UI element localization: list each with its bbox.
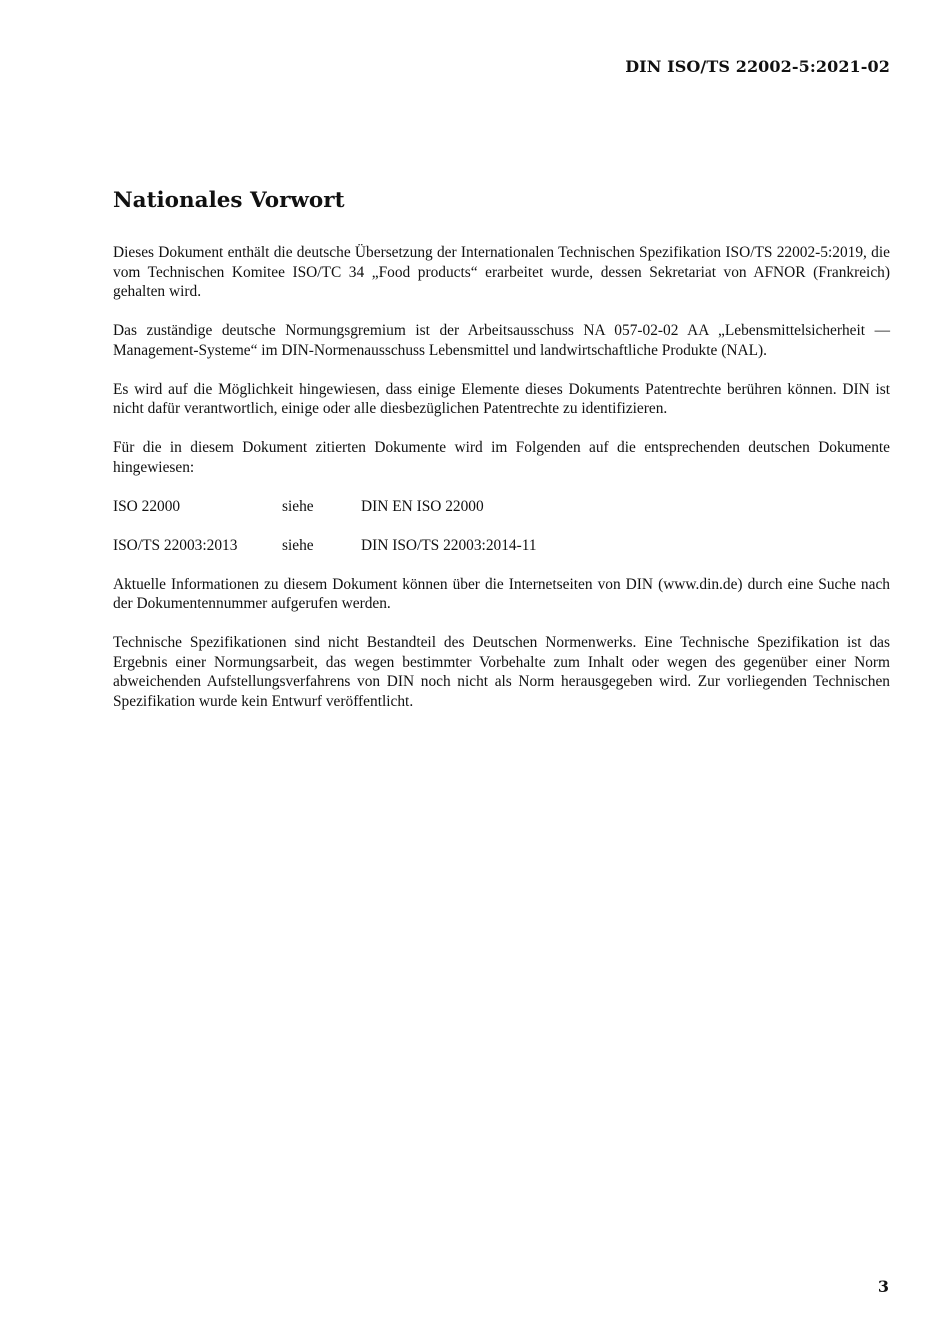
reference-target: DIN ISO/TS 22003:2014-11 <box>361 536 537 554</box>
paragraph-current-info: Aktuelle Informationen zu diesem Dokument können über die Internetseiten von DIN (www.din.de) durch eine Suche nach der Dokumentennummer aufgerufen werden. <box>113 575 890 612</box>
document-body <box>113 186 890 731</box>
reference-target: DIN EN ISO 22000 <box>361 497 484 515</box>
reference-see: siehe <box>282 536 314 554</box>
paragraph-committee: Das zuständige deutsche Normungsgremium ist der Arbeitsausschuss NA 057-02-02 AA „Lebensmittelsicherheit — Management-Systeme“ im DIN-Normenausschuss Lebensmittel und landwirtschaftliche Produkte (NAL). <box>113 322 890 359</box>
document-id: DIN ISO/TS 22002-5:2021-02 <box>625 57 890 76</box>
reference-row <box>113 536 890 556</box>
paragraph-patent-notice: Es wird auf die Möglichkeit hingewiesen, dass einige Elemente dieses Dokuments Patentrechte berühren können. DIN ist nicht dafür verantwortlich, einige oder alle diesbezüglichen Patentrechte zu identifizieren. <box>113 380 890 417</box>
reference-row <box>113 497 890 517</box>
reference-see: siehe <box>282 497 314 515</box>
page-number: 3 <box>877 1277 889 1296</box>
reference-code: ISO/TS 22003:2013 <box>113 536 238 554</box>
reference-code: ISO 22000 <box>113 497 181 515</box>
paragraph-translation-note: Dieses Dokument enthält die deutsche Übersetzung der Internationalen Technischen Spezifikation ISO/TS 22002-5:2019, die vom Technischen Komitee ISO/TC 34 „Food products“ erarbeitet wurde, dessen Sekretariat von AFNOR (Frankreich) gehalten wird. <box>113 244 890 300</box>
paragraph-technical-specification: Technische Spezifikationen sind nicht Bestandteil des Deutschen Normenwerks. Eine Technische Spezifikation ist das Ergebnis einer Normungsarbeit, das wegen bestimmter Vorbehalte zum Inhalt oder wegen des gegenüber einer Norm abweichenden Aufstellungsverfahrens von DIN noch nicht als Norm herausgegeben wird. Zur vorliegenden Technischen Spezifikation wurde kein Entwurf veröffentlicht. <box>113 634 890 710</box>
paragraph-references-intro: Für die in diesem Dokument zitierten Dokumente wird im Folgenden auf die entsprechenden deutschen Dokumente hingewiesen: <box>113 439 890 476</box>
page-title: Nationales Vorwort <box>113 188 345 213</box>
